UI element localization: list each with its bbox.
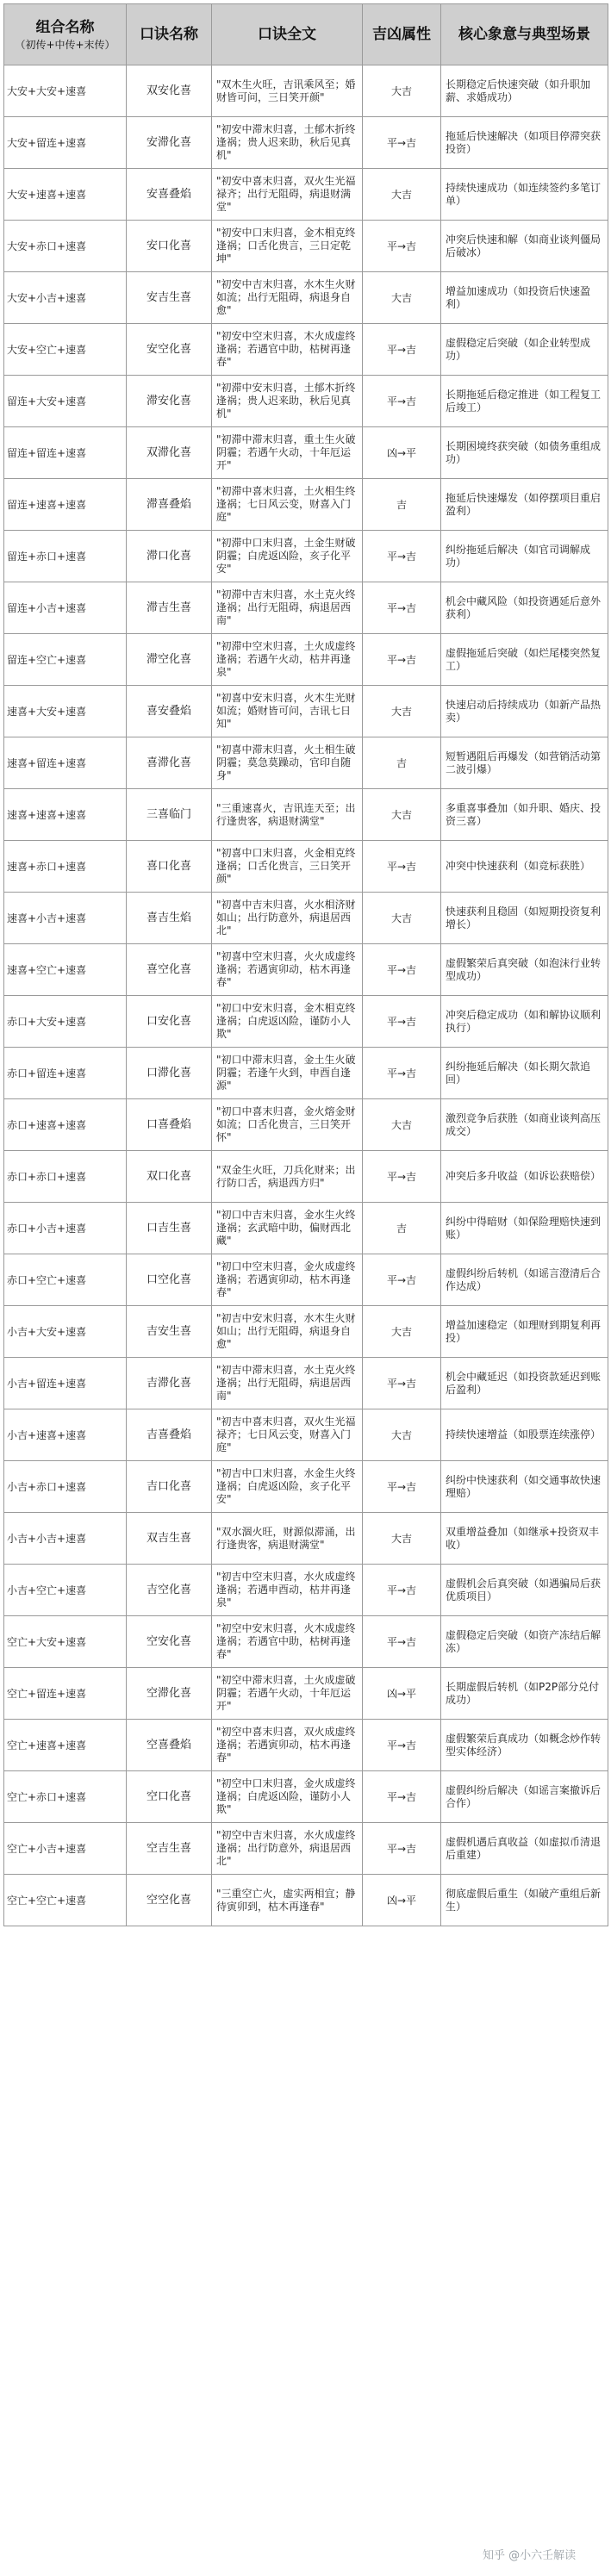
table-row <box>4 1358 608 1409</box>
cell-verse: "初口中空末归喜，金火成虚终逢祸；若遇寅卯动，枯木再逢春" <box>212 1254 363 1306</box>
cell-combo: 留连+空亡+速喜 <box>4 634 127 686</box>
header-scene: 核心象意与典型场景 <box>441 4 608 65</box>
cell-combo: 留连+赤口+速喜 <box>4 531 127 582</box>
cell-scene: 多重喜事叠加（如升职、婚庆、投资三喜） <box>441 789 608 841</box>
cell-luck: 平→吉 <box>363 1358 441 1409</box>
cell-verse: "初安中口末归喜，金木相克终逢祸；口舌化贵言，三日定乾坤" <box>212 221 363 272</box>
cell-combo: 空亡+小吉+速喜 <box>4 1823 127 1875</box>
cell-luck: 大吉 <box>363 272 441 324</box>
cell-verse: "初安中空末归喜，木火成虚终逢祸；若遇官中助，枯树再逢春" <box>212 324 363 376</box>
cell-verse: "初滞中口末归喜，土金生财破阴霾；白虎返凶险，亥子化平安" <box>212 531 363 582</box>
table-row <box>4 737 608 789</box>
cell-luck: 大吉 <box>363 893 441 944</box>
cell-scene: 虚假稳定后突破（如企业转型成功） <box>441 324 608 376</box>
header-combo-sub: （初传+中传+末传） <box>15 39 115 51</box>
cell-verse: "初滞中滞末归喜，重土生火破阴霾；若遇午火动，十年厄运开" <box>212 427 363 479</box>
cell-combo: 速喜+空亡+速喜 <box>4 944 127 996</box>
cell-combo: 小吉+空亡+速喜 <box>4 1565 127 1616</box>
table-row <box>4 1409 608 1461</box>
cell-name: 口滞化喜 <box>127 1048 212 1099</box>
cell-scene: 虚假机会后真突破（如遇骗局后获优质项目） <box>441 1565 608 1616</box>
cell-scene: 快速启动后持续成功（如新产品热卖） <box>441 686 608 737</box>
cell-scene: 纠纷拖延后解决（如官司调解成功） <box>441 531 608 582</box>
cell-verse: "初喜中口末归喜，火金相克终逢祸；口舌化贵言，三日笑开颜" <box>212 841 363 893</box>
cell-combo: 速喜+留连+速喜 <box>4 737 127 789</box>
cell-scene: 长期虚假后转机（如P2P部分兑付成功） <box>441 1668 608 1720</box>
table-row <box>4 944 608 996</box>
watermark: 知乎 @小六壬解读 <box>483 2549 577 2562</box>
cell-scene: 增益加速稳定（如理财到期复利再投） <box>441 1306 608 1358</box>
cell-name: 口吉生喜 <box>127 1203 212 1254</box>
table-row <box>4 65 608 117</box>
cell-combo: 赤口+速喜+速喜 <box>4 1099 127 1151</box>
cell-scene: 冲突后快速和解（如商业谈判僵局后破冰） <box>441 221 608 272</box>
cell-luck: 平→吉 <box>363 1720 441 1771</box>
cell-scene: 短暂遇阻后再爆发（如营销活动第二波引爆） <box>441 737 608 789</box>
cell-verse: "初安中喜末归喜，双火生光福禄齐；出行无阻碍，病退财满堂" <box>212 169 363 221</box>
cell-luck: 吉 <box>363 479 441 531</box>
table-row <box>4 1048 608 1099</box>
cell-scene: 冲突后多升收益（如诉讼获赔偿） <box>441 1151 608 1203</box>
cell-luck: 大吉 <box>363 169 441 221</box>
cell-scene: 虚假稳定后突破（如资产冻结后解冻） <box>441 1616 608 1668</box>
table-row <box>4 634 608 686</box>
cell-name: 安空化喜 <box>127 324 212 376</box>
cell-luck: 平→吉 <box>363 1823 441 1875</box>
cell-name: 安喜叠焰 <box>127 169 212 221</box>
cell-combo: 赤口+留连+速喜 <box>4 1048 127 1099</box>
cell-name: 双口化喜 <box>127 1151 212 1203</box>
cell-luck: 平→吉 <box>363 582 441 634</box>
cell-name: 安吉生喜 <box>127 272 212 324</box>
cell-name: 滞口化喜 <box>127 531 212 582</box>
cell-luck: 大吉 <box>363 789 441 841</box>
cell-name: 滞安化喜 <box>127 376 212 427</box>
cell-verse: "初滞中喜末归喜，土火相生终逢祸；七日风云变，财喜入门庭" <box>212 479 363 531</box>
table-row <box>4 893 608 944</box>
cell-luck: 大吉 <box>363 1409 441 1461</box>
cell-verse: "初喜中吉末归喜，火水相济财如山；出行防意外，病退居西北" <box>212 893 363 944</box>
cell-combo: 大安+赤口+速喜 <box>4 221 127 272</box>
cell-scene: 彻底虚假后重生（如破产重组后新生） <box>441 1875 608 1926</box>
cell-verse: "初安中滞末归喜，土郁木折终逢祸；贵人迟来助，秋后见真机" <box>212 117 363 169</box>
cell-verse: "三重速喜火，吉讯连天至；出行逢贵客，病退财满堂" <box>212 789 363 841</box>
cell-scene: 纠纷中快速获利（如交通事故快速理赔） <box>441 1461 608 1513</box>
cell-verse: "初滞中安末归喜，土郁木折终逢祸；贵人迟来助，秋后见真机" <box>212 376 363 427</box>
cell-name: 空喜叠焰 <box>127 1720 212 1771</box>
cell-verse: "初空中口末归喜，金火成虚终逢祸；白虎返凶险，谨防小人欺" <box>212 1771 363 1823</box>
table-row <box>4 582 608 634</box>
cell-combo: 速喜+速喜+速喜 <box>4 789 127 841</box>
header-verse: 口诀全文 <box>212 4 363 65</box>
cell-name: 喜安叠焰 <box>127 686 212 737</box>
cell-name: 吉喜叠焰 <box>127 1409 212 1461</box>
cell-combo: 小吉+大安+速喜 <box>4 1306 127 1358</box>
cell-scene: 冲突中快速获利（如竞标获胜） <box>441 841 608 893</box>
cell-verse: "双金生火旺，刀兵化财来；出行防口舌，病退西方归" <box>212 1151 363 1203</box>
cell-verse: "初口中吉末归喜，金水生火终逢祸；玄武暗中助，偏财西北藏" <box>212 1203 363 1254</box>
table-row <box>4 686 608 737</box>
table-row <box>4 1720 608 1771</box>
cell-combo: 小吉+小吉+速喜 <box>4 1513 127 1565</box>
table-row <box>4 1771 608 1823</box>
cell-luck: 平→吉 <box>363 1048 441 1099</box>
divination-table <box>3 3 608 1926</box>
cell-luck: 吉 <box>363 1203 441 1254</box>
table-row <box>4 1823 608 1875</box>
cell-scene: 虚假纠纷后转机（如谣言澄清后合作达成） <box>441 1254 608 1306</box>
cell-scene: 虚假繁荣后真成功（如概念炒作转型实体经济） <box>441 1720 608 1771</box>
cell-luck: 平→吉 <box>363 324 441 376</box>
cell-scene: 双重增益叠加（如继承+投资双丰收） <box>441 1513 608 1565</box>
cell-luck: 平→吉 <box>363 221 441 272</box>
cell-scene: 机会中藏延迟（如投资款延迟到账后盈利） <box>441 1358 608 1409</box>
cell-verse: "初滞中空末归喜，土火成虚终逢祸；若遇午火动，枯井再逢泉" <box>212 634 363 686</box>
cell-verse: "初吉中滞末归喜，水土克火终逢祸；出行无阻碍，病退居西南" <box>212 1358 363 1409</box>
cell-name: 空吉生喜 <box>127 1823 212 1875</box>
cell-verse: "三重空亡火，虚实两相宜；静待寅卯到，枯木再逢春" <box>212 1875 363 1926</box>
cell-name: 喜滞化喜 <box>127 737 212 789</box>
table-wrapper <box>3 3 608 1926</box>
header-luck: 吉凶属性 <box>363 4 441 65</box>
cell-scene: 机会中藏风险（如投资遇延后意外获利） <box>441 582 608 634</box>
cell-verse: "双水涸火旺，财源似滞涌，出行逢贵客，病退财满堂" <box>212 1513 363 1565</box>
cell-scene: 长期拖延后稳定推进（如工程复工后竣工） <box>441 376 608 427</box>
cell-name: 安滞化喜 <box>127 117 212 169</box>
cell-name: 滞吉生喜 <box>127 582 212 634</box>
cell-name: 吉口化喜 <box>127 1461 212 1513</box>
cell-luck: 凶→平 <box>363 1875 441 1926</box>
cell-verse: "初吉中空末归喜，水火成虚终逢祸；若遇申酉动，枯井再逢泉" <box>212 1565 363 1616</box>
table-row <box>4 221 608 272</box>
cell-scene: 长期稳定后快速突破（如升职加薪、求婚成功） <box>441 65 608 117</box>
cell-combo: 赤口+空亡+速喜 <box>4 1254 127 1306</box>
cell-name: 滞喜叠焰 <box>127 479 212 531</box>
cell-combo: 留连+留连+速喜 <box>4 427 127 479</box>
cell-luck: 平→吉 <box>363 1461 441 1513</box>
cell-luck: 大吉 <box>363 686 441 737</box>
cell-name: 空空化喜 <box>127 1875 212 1926</box>
cell-scene: 纠纷拖延后解决（如长期欠款追回） <box>441 1048 608 1099</box>
cell-scene: 虚假拖延后突破（如烂尾楼突然复工） <box>441 634 608 686</box>
table-row <box>4 376 608 427</box>
cell-verse: "初喜中滞末归喜，火土相生破阴霾；莫急莫躁动，官印自随身" <box>212 737 363 789</box>
table-row <box>4 427 608 479</box>
cell-verse: "初吉中喜末归喜，双火生光福禄齐；七日风云变，财喜入门庭" <box>212 1409 363 1461</box>
cell-luck: 凶→平 <box>363 1668 441 1720</box>
table-row <box>4 479 608 531</box>
cell-verse: "初喜中安末归喜，火木生光财如流；婚财皆可问，吉讯七日知" <box>212 686 363 737</box>
table-row <box>4 1616 608 1668</box>
table-body <box>4 65 608 1926</box>
cell-luck: 平→吉 <box>363 531 441 582</box>
cell-combo: 大安+空亡+速喜 <box>4 324 127 376</box>
cell-luck: 凶→平 <box>363 427 441 479</box>
cell-luck: 平→吉 <box>363 117 441 169</box>
cell-luck: 大吉 <box>363 1099 441 1151</box>
cell-scene: 持续快速成功（如连续签约多笔订单） <box>441 169 608 221</box>
table-row <box>4 1099 608 1151</box>
cell-luck: 平→吉 <box>363 1616 441 1668</box>
cell-combo: 速喜+赤口+速喜 <box>4 841 127 893</box>
cell-verse: "初口中滞末归喜，金土生火破阴霾；若逢午火到，申酉自逢源" <box>212 1048 363 1099</box>
cell-verse: "初吉中口末归喜，水金生火终逢祸；白虎返凶险，亥子化平安" <box>212 1461 363 1513</box>
table-row <box>4 841 608 893</box>
cell-name: 口空化喜 <box>127 1254 212 1306</box>
cell-name: 滞空化喜 <box>127 634 212 686</box>
cell-name: 双安化喜 <box>127 65 212 117</box>
cell-verse: "初吉中安末归喜，水木生火财如山；出行无阻碍，病退身自愈" <box>212 1306 363 1358</box>
table-row <box>4 1203 608 1254</box>
cell-scene: 虚假机遇后真收益（如虚拟币清退后重建） <box>441 1823 608 1875</box>
cell-scene: 拖延后快速解决（如项目停滞突获投资） <box>441 117 608 169</box>
cell-combo: 空亡+留连+速喜 <box>4 1668 127 1720</box>
cell-combo: 速喜+大安+速喜 <box>4 686 127 737</box>
cell-verse: "初空中吉末归喜，水火成虚终逢祸；出行防意外，病退居西北" <box>212 1823 363 1875</box>
cell-luck: 大吉 <box>363 65 441 117</box>
cell-combo: 赤口+赤口+速喜 <box>4 1151 127 1203</box>
cell-scene: 增益加速成功（如投资后快速盈利） <box>441 272 608 324</box>
table-row <box>4 1254 608 1306</box>
cell-scene: 拖延后快速爆发（如停摆项目重启盈利） <box>441 479 608 531</box>
cell-luck: 平→吉 <box>363 996 441 1048</box>
cell-name: 口喜叠焰 <box>127 1099 212 1151</box>
cell-verse: "初空中喜末归喜，双火成虚终逢祸；若遇寅卯动，枯木再逢春" <box>212 1720 363 1771</box>
table-row <box>4 1461 608 1513</box>
cell-verse: "双木生火旺，吉讯乘风至；婚财皆可问，三日笑开颜" <box>212 65 363 117</box>
cell-scene: 快速获利且稳固（如短期投资复利增长） <box>441 893 608 944</box>
cell-verse: "初滞中吉末归喜，水土克火终逢祸；出行无阻碍，病退居西南" <box>212 582 363 634</box>
cell-combo: 空亡+速喜+速喜 <box>4 1720 127 1771</box>
cell-name: 喜空化喜 <box>127 944 212 996</box>
cell-verse: "初安中吉末归喜，水木生火财如流；出行无阻碍，病退身自愈" <box>212 272 363 324</box>
cell-luck: 平→吉 <box>363 1771 441 1823</box>
cell-luck: 大吉 <box>363 1306 441 1358</box>
cell-luck: 平→吉 <box>363 841 441 893</box>
cell-luck: 平→吉 <box>363 944 441 996</box>
table-row <box>4 1875 608 1926</box>
cell-verse: "初口中喜末归喜，金火熔金财如流；口舌化贵言，三日笑开怀" <box>212 1099 363 1151</box>
cell-combo: 留连+大安+速喜 <box>4 376 127 427</box>
table-row <box>4 789 608 841</box>
cell-combo: 小吉+赤口+速喜 <box>4 1461 127 1513</box>
cell-combo: 速喜+小吉+速喜 <box>4 893 127 944</box>
cell-name: 空滞化喜 <box>127 1668 212 1720</box>
cell-luck: 平→吉 <box>363 634 441 686</box>
cell-name: 双吉生喜 <box>127 1513 212 1565</box>
cell-combo: 大安+速喜+速喜 <box>4 169 127 221</box>
table-row <box>4 169 608 221</box>
cell-name: 空安化喜 <box>127 1616 212 1668</box>
cell-name: 喜口化喜 <box>127 841 212 893</box>
cell-verse: "初喜中空末归喜，火火成虚终逢祸；若遇寅卯动，枯木再逢春" <box>212 944 363 996</box>
cell-luck: 吉 <box>363 737 441 789</box>
table-row <box>4 117 608 169</box>
table-row <box>4 531 608 582</box>
cell-luck: 大吉 <box>363 1513 441 1565</box>
cell-name: 吉空化喜 <box>127 1565 212 1616</box>
cell-name: 安口化喜 <box>127 221 212 272</box>
cell-verse: "初空中安末归喜，火木成虚终逢祸；若遇官中助，枯树再逢春" <box>212 1616 363 1668</box>
cell-combo: 空亡+大安+速喜 <box>4 1616 127 1668</box>
table-row <box>4 1151 608 1203</box>
table-row <box>4 324 608 376</box>
cell-verse: "初口中安末归喜，金木相克终逢祸；白虎返凶险，谨防小人欺" <box>212 996 363 1048</box>
cell-luck: 平→吉 <box>363 376 441 427</box>
cell-combo: 小吉+速喜+速喜 <box>4 1409 127 1461</box>
cell-name: 喜吉生焰 <box>127 893 212 944</box>
cell-combo: 空亡+空亡+速喜 <box>4 1875 127 1926</box>
header-name: 口诀名称 <box>127 4 212 65</box>
cell-scene: 长期困境终获突破（如债务重组成功） <box>441 427 608 479</box>
cell-combo: 大安+大安+速喜 <box>4 65 127 117</box>
cell-name: 三喜临门 <box>127 789 212 841</box>
cell-name: 吉安生喜 <box>127 1306 212 1358</box>
cell-scene: 虚假纠纷后解决（如谣言案撤诉后合作） <box>441 1771 608 1823</box>
cell-combo: 赤口+大安+速喜 <box>4 996 127 1048</box>
cell-combo: 大安+小吉+速喜 <box>4 272 127 324</box>
cell-name: 空口化喜 <box>127 1771 212 1823</box>
cell-scene: 激烈竞争后获胜（如商业谈判高压成交） <box>441 1099 608 1151</box>
cell-combo: 留连+小吉+速喜 <box>4 582 127 634</box>
table-row <box>4 272 608 324</box>
cell-luck: 平→吉 <box>363 1254 441 1306</box>
cell-luck: 平→吉 <box>363 1151 441 1203</box>
cell-name: 吉滞化喜 <box>127 1358 212 1409</box>
table-row <box>4 1565 608 1616</box>
cell-scene: 冲突后稳定成功（如和解协议顺利执行） <box>441 996 608 1048</box>
cell-combo: 留连+速喜+速喜 <box>4 479 127 531</box>
cell-name: 双滞化喜 <box>127 427 212 479</box>
table-row <box>4 996 608 1048</box>
cell-scene: 虚假繁荣后真突破（如泡沫行业转型成功） <box>441 944 608 996</box>
table-row <box>4 1668 608 1720</box>
cell-luck: 平→吉 <box>363 1565 441 1616</box>
cell-scene: 持续快速增益（如股票连续涨停） <box>441 1409 608 1461</box>
cell-combo: 小吉+留连+速喜 <box>4 1358 127 1409</box>
table-row <box>4 1513 608 1565</box>
cell-name: 口安化喜 <box>127 996 212 1048</box>
table-header-row <box>4 4 608 65</box>
cell-combo: 赤口+小吉+速喜 <box>4 1203 127 1254</box>
cell-verse: "初空中滞末归喜，土火成虚破阴霾；若遇午火动，十年厄运开" <box>212 1668 363 1720</box>
cell-combo: 大安+留连+速喜 <box>4 117 127 169</box>
header-combo: 组合名称 （初传+中传+末传） <box>4 4 127 65</box>
cell-combo: 空亡+赤口+速喜 <box>4 1771 127 1823</box>
cell-scene: 纠纷中得暗财（如保险理赔快速到账） <box>441 1203 608 1254</box>
table-row <box>4 1306 608 1358</box>
